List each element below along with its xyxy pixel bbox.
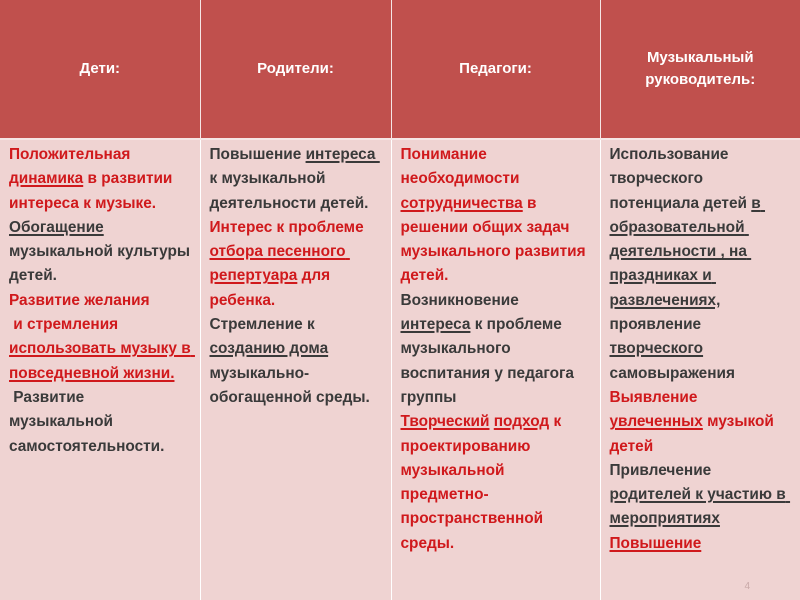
cell-text-segment: Привлечение (609, 461, 716, 479)
cell-text-segment: музыкально-обогащенной среды. (209, 340, 370, 406)
cell-text-segment: Обогащение (9, 218, 104, 236)
cell-parents (200, 139, 391, 600)
cell-text-segment: Выявление (609, 388, 702, 406)
cell-text-segment: и стремления (9, 316, 123, 334)
cell-music-director (600, 139, 800, 600)
cell-text-segment: сотрудничества (400, 194, 523, 212)
header-row (0, 0, 800, 139)
cell-teachers (391, 139, 600, 600)
cell-text-segment: родителей к участию в мероприятиях (609, 486, 791, 528)
column-header-children: Дети: (0, 0, 200, 139)
cell-text-segment: творческого (609, 340, 704, 358)
cell-text-segment: отбора песенного репертуара (209, 243, 350, 285)
cell-text-segment: музыкой детей (609, 413, 779, 455)
cell-text-segment: для ребенка. (209, 267, 335, 309)
column-header-parents: Родители: (200, 0, 391, 139)
cell-text-segment: Стремление к (209, 316, 320, 334)
cell-text-segment: Творческий (400, 413, 490, 431)
cell-text-segment: в образовательной деятельности , на праздниках и развлечениях, (609, 194, 766, 309)
cell-text-segment: подход (493, 413, 550, 431)
cell-text-segment: Интерес к проблеме (209, 218, 368, 236)
column-header-teachers: Педагоги: (391, 0, 600, 139)
cell-text-segment: Повышение (609, 534, 702, 552)
cell-text-segment: проявление (609, 291, 725, 334)
cell-text-segment: интереса (400, 316, 471, 334)
content-row (0, 139, 800, 600)
cell-text-segment: динамика (9, 170, 84, 188)
page-number: 4 (744, 581, 750, 592)
cell-text-segment: Развитие желания (9, 291, 150, 309)
cell-text-segment: Положительная (9, 146, 135, 163)
cell-text-segment: Возникновение (400, 291, 524, 309)
cell-text-segment: Понимание необходимости (400, 146, 524, 188)
cell-text-segment: Использование творческого потенциала детей (609, 146, 752, 212)
cell-text-segment: Развитие музыкальной самостоятельности. (9, 388, 165, 455)
cell-text-segment: самовыражения (609, 340, 735, 382)
cell-text-segment: в решении общих задач музыкального развития детей. (400, 194, 590, 285)
cell-text-segment: созданию дома (209, 340, 329, 358)
cell-text-segment: музыкальной культуры детей. (9, 218, 195, 285)
cell-text-segment: к проблеме музыкального воспитания у педагога группы (400, 316, 579, 406)
cell-text-segment: увлеченных (609, 413, 703, 431)
cell-text-segment: к проектированию музыкальной предметно-пространственной среды. (400, 413, 566, 552)
cell-text-segment: в развитии интереса к музыке. (9, 170, 177, 212)
column-header-music-director: Музыкальный руководитель: (600, 0, 800, 139)
cell-children (0, 139, 200, 600)
cell-text-segment: интереса (305, 146, 380, 163)
cell-text-segment: использовать музыку в повседневной жизни. (9, 340, 195, 382)
cell-text-segment: Повышение (209, 146, 306, 163)
cell-text-segment: к музыкальной деятельности детей. (209, 170, 369, 212)
